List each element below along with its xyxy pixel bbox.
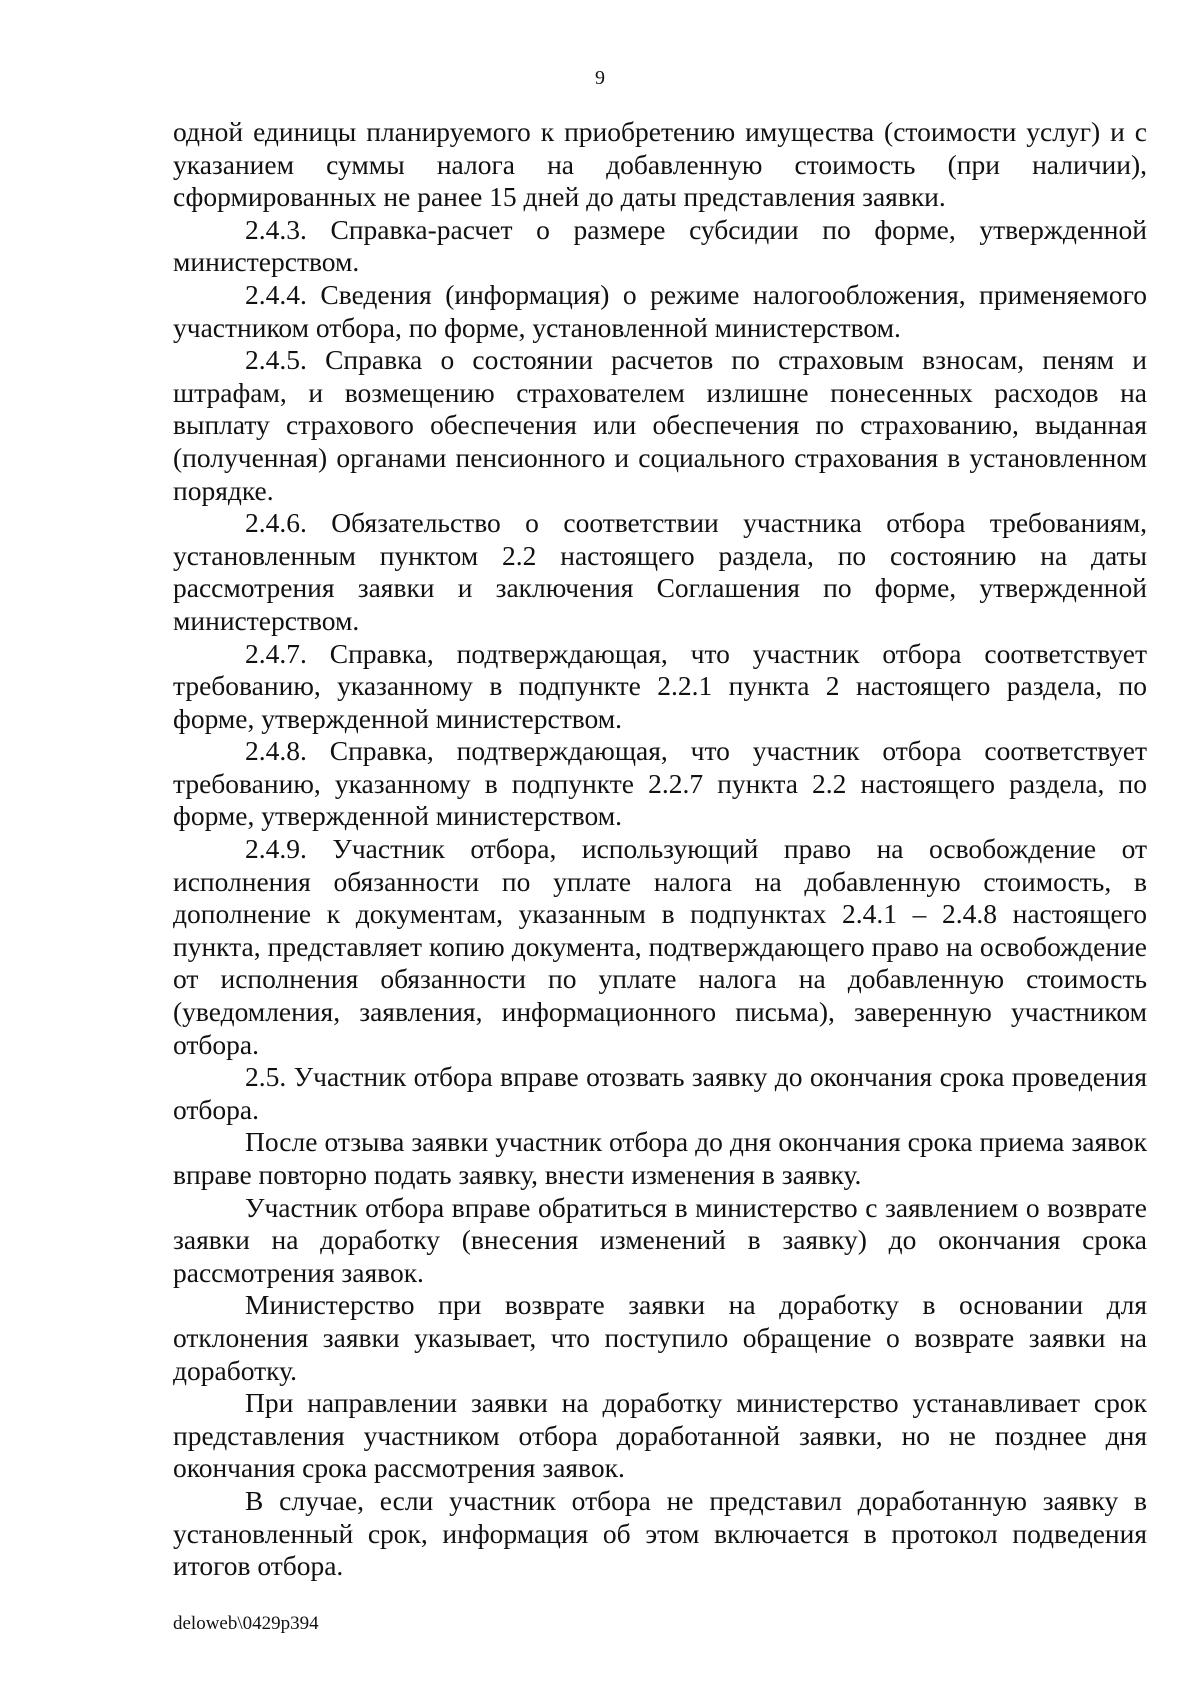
- paragraph-2-4-5: 2.4.5. Справка о состоянии расчетов по страховым взносам, пеням и штрафам, и возмещению страхователем излишне понесенных расходов на выплату страхового обеспечения или обеспечения по страхованию, выданная (полученная) органами пенсионного и социального страхования в установленном порядке.: [173, 344, 1147, 506]
- paragraph-withdrawal: После отзыва заявки участник отбора до дня окончания срока приема заявок вправе повторно подать заявку, внести изменения в заявку.: [173, 1126, 1147, 1190]
- paragraph-ministry-return: Министерство при возврате заявки на доработку в основании для отклонения заявки указывает, что поступило обращение о возврате заявки на доработку.: [173, 1289, 1147, 1386]
- paragraph-2-4-9: 2.4.9. Участник отбора, использующий право на освобождение от исполнения обязанности по уплате налога на добавленную стоимость, в дополнение к документам, указанным в подпунктах 2.4.1 – 2.4.8 настоящего пункта, представляет копию документа, подтверждающего право на освобождение от исполнения обязанности по уплате налога на добавленную стоимость (уведомления, заявления, информационного письма), заверенную участником отбора.: [173, 833, 1147, 1060]
- paragraph-not-submitted: В случае, если участник отбора не представил доработанную заявку в установленный срок, информация об этом включается в протокол подведения итогов отбора.: [173, 1484, 1147, 1582]
- paragraph-2-4-8: 2.4.8. Справка, подтверждающая, что участник отбора соответствует требованию, указанному в подпункте 2.2.7 пункта 2.2 настоящего раздела, по форме, утвержденной министерством.: [173, 735, 1147, 832]
- paragraph-2-4-4: 2.4.4. Сведения (информация) о режиме налогообложения, применяемого участником отбора, по форме, установленной министерством.: [173, 278, 1147, 343]
- paragraph-2-4-7: 2.4.7. Справка, подтверждающая, что участник отбора соответствует требованию, указанному в подпункте 2.2.1 пункта 2 настоящего раздела, по форме, утвержденной министерством.: [173, 637, 1147, 734]
- paragraph-2-4-3: 2.4.3. Справка-расчет о размере субсидии по форме, утвержденной министерством.: [173, 213, 1147, 278]
- page-number: 9: [595, 67, 605, 89]
- document-body: [173, 116, 1147, 1583]
- footer-document-code: deloweb\0429p394: [173, 1613, 319, 1634]
- paragraph-continuation: одной единицы планируемого к приобретению имущества (стоимости услуг) и с указанием суммы налога на добавленную стоимость (при наличии), сформированных не ранее 15 дней до даты представления заявки.: [173, 116, 1147, 213]
- paragraph-2-4-6: 2.4.6. Обязательство о соответствии участника отбора требованиям, установленным пунктом 2.2 настоящего раздела, по состоянию на даты рассмотрения заявки и заключения Соглашения по форме, утвержденной министерством.: [173, 507, 1147, 636]
- paragraph-revision-deadline: При направлении заявки на доработку министерство устанавливает срок представления участником отбора доработанной заявки, но не позднее дня окончания срока рассмотрения заявок.: [173, 1387, 1147, 1484]
- paragraph-return-request: Участник отбора вправе обратиться в министерство с заявлением о возврате заявки на доработку (внесения изменений в заявку) до окончания срока рассмотрения заявок.: [173, 1191, 1147, 1288]
- paragraph-2-5: 2.5. Участник отбора вправе отозвать заявку до окончания срока проведения отбора.: [173, 1061, 1147, 1125]
